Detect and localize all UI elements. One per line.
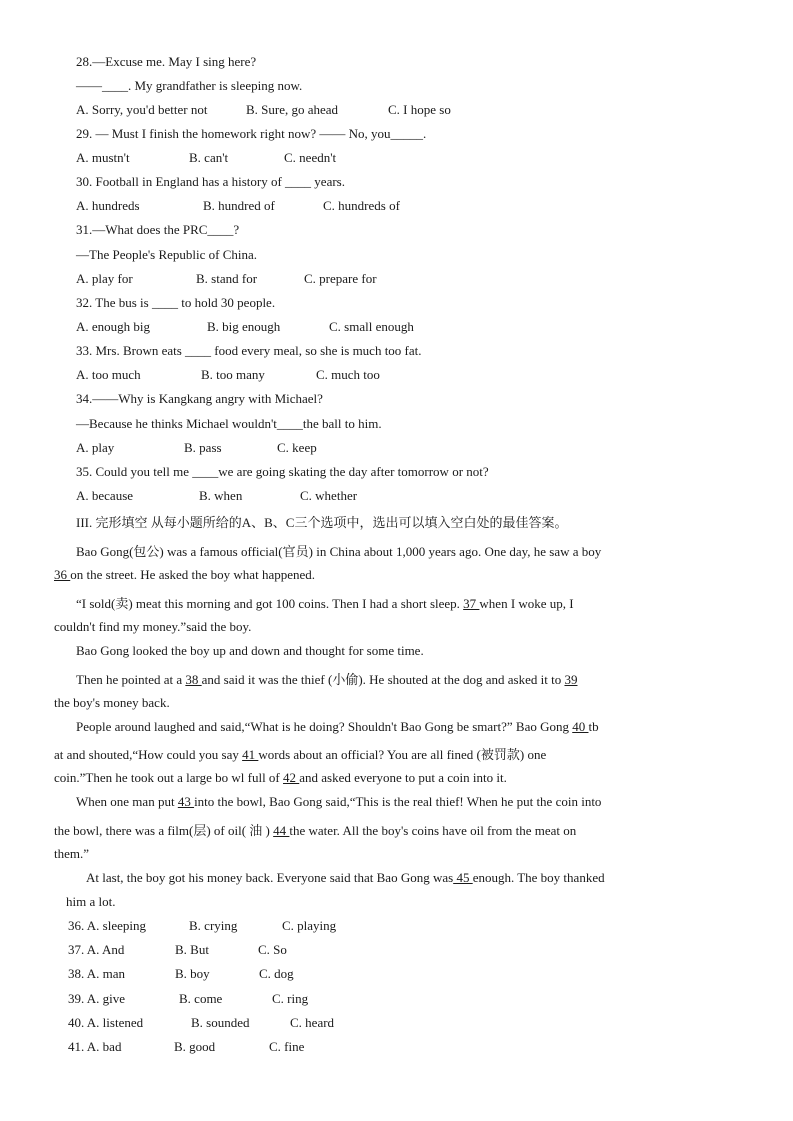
passage-line: Bao Gong(包公) was a famous official(官员) in China about 1,000 years ago. One day, he saw a boy bbox=[76, 544, 602, 559]
cloze-option-40-b: B. sounded bbox=[191, 1015, 250, 1030]
cloze-option-39-a: 39. A. give bbox=[68, 991, 126, 1006]
option-31-c: C. prepare for bbox=[304, 271, 377, 286]
option-30-c: C. hundreds of bbox=[323, 198, 400, 213]
cloze-option-41-a: 41. A. bad bbox=[68, 1039, 122, 1054]
blank-40[interactable]: 40 bbox=[572, 719, 589, 734]
option-28-b: B. Sure, go ahead bbox=[246, 102, 339, 117]
option-29-b: B. can't bbox=[189, 150, 229, 165]
passage-line: Then he pointed at a 38 and said it was the thief (小偷). He shouted at the dog and asked it to 39 bbox=[76, 672, 578, 687]
question-35: 35. Could you tell me ____we are going skating the day after tomorrow or not? bbox=[76, 464, 489, 479]
cloze-option-40-a: 40. A. listened bbox=[68, 1015, 144, 1030]
question-30: 30. Football in England has a history of ____ years. bbox=[76, 174, 345, 189]
question-28-reply: ——____. My grandfather is sleeping now. bbox=[76, 78, 303, 93]
passage-line: Bao Gong looked the boy up and down and thought for some time. bbox=[76, 643, 424, 658]
cloze-option-38-b: B. boy bbox=[175, 966, 210, 981]
option-33-b: B. too many bbox=[201, 367, 265, 382]
blank-36[interactable]: 36 bbox=[54, 567, 71, 582]
cloze-option-39-b: B. come bbox=[179, 991, 223, 1006]
blank-39[interactable]: 39 bbox=[564, 672, 578, 687]
passage-line: “I sold(卖) meat this morning and got 100 coins. Then I had a short sleep. 37 when I woke up, I bbox=[76, 596, 574, 611]
option-32-b: B. big enough bbox=[207, 319, 281, 334]
passage-line: him a lot. bbox=[66, 894, 116, 909]
cloze-option-38-a: 38. A. man bbox=[68, 966, 126, 981]
passage-line: 36 on the street. He asked the boy what happened. bbox=[54, 567, 316, 582]
cloze-option-37-a: 37. A. And bbox=[68, 942, 125, 957]
blank-42[interactable]: 42 bbox=[283, 770, 300, 785]
blank-45[interactable]: 45 bbox=[453, 870, 473, 885]
question-34-reply: —Because he thinks Michael wouldn't____the ball to him. bbox=[76, 416, 382, 431]
cloze-option-36-c: C. playing bbox=[282, 918, 337, 933]
question-32: 32. The bus is ____ to hold 30 people. bbox=[76, 295, 276, 310]
question-31-reply: —The People's Republic of China. bbox=[76, 247, 258, 262]
passage-line: at and shouted,“How could you say 41 words about an official? You are all fined (被罚款) one bbox=[54, 747, 547, 762]
option-29-c: C. needn't bbox=[284, 150, 337, 165]
cloze-option-38-c: C. dog bbox=[259, 966, 294, 981]
passage-line: the boy's money back. bbox=[54, 695, 170, 710]
section-heading: III. 完形填空 从每小题所给的A、B、C三个选项中，选出可以填入空白处的最佳答案。 bbox=[76, 515, 568, 530]
question-33: 33. Mrs. Brown eats ____ food every meal, so she is much too fat. bbox=[76, 343, 422, 358]
cloze-option-39-c: C. ring bbox=[272, 991, 309, 1006]
option-28-a: A. Sorry, you'd better not bbox=[76, 102, 208, 117]
passage-line: When one man put 43 into the bowl, Bao Gong said,“This is the real thief! When he put the coin into bbox=[76, 794, 602, 809]
option-34-a: A. play bbox=[76, 440, 115, 455]
option-34-c: C. keep bbox=[277, 440, 317, 455]
option-29-a: A. mustn't bbox=[76, 150, 130, 165]
cloze-option-41-c: C. fine bbox=[269, 1039, 305, 1054]
option-33-a: A. too much bbox=[76, 367, 141, 382]
option-28-c: C. I hope so bbox=[388, 102, 451, 117]
option-32-a: A. enough big bbox=[76, 319, 151, 334]
question-34: 34.——Why is Kangkang angry with Michael? bbox=[76, 391, 323, 406]
option-33-c: C. much too bbox=[316, 367, 380, 382]
blank-37[interactable]: 37 bbox=[463, 596, 480, 611]
option-32-c: C. small enough bbox=[329, 319, 414, 334]
cloze-option-37-c: C. So bbox=[258, 942, 287, 957]
option-34-b: B. pass bbox=[184, 440, 222, 455]
blank-41[interactable]: 41 bbox=[242, 747, 259, 762]
cloze-option-40-c: C. heard bbox=[290, 1015, 335, 1030]
passage-line: them.” bbox=[54, 846, 90, 861]
passage-line: the bowl, there was a film(层) of oil( 油 ) 44 the water. All the boy's coins have oil from the meat on bbox=[54, 823, 577, 838]
passage-line: coin.”Then he took out a large bo wl full of 42 and asked everyone to put a coin into it. bbox=[54, 770, 507, 785]
blank-43[interactable]: 43 bbox=[177, 794, 195, 809]
option-30-b: B. hundred of bbox=[203, 198, 275, 213]
option-35-b: B. when bbox=[199, 488, 243, 503]
blank-38[interactable]: 38 bbox=[185, 672, 202, 687]
passage-line: People around laughed and said,“What is he doing? Shouldn't Bao Gong be smart?” Bao Gong 40 tb bbox=[76, 719, 599, 734]
cloze-option-36-b: B. crying bbox=[189, 918, 238, 933]
option-35-c: C. whether bbox=[300, 488, 358, 503]
question-31: 31.—What does the PRC____? bbox=[76, 222, 240, 237]
blank-44[interactable]: 44 bbox=[273, 823, 290, 838]
option-31-a: A. play for bbox=[76, 271, 133, 286]
option-35-a: A. because bbox=[76, 488, 134, 503]
question-29: 29. — Must I finish the homework right now? —— No, you_____. bbox=[76, 126, 427, 141]
cloze-option-36-a: 36. A. sleeping bbox=[68, 918, 146, 933]
cloze-option-37-b: B. But bbox=[175, 942, 209, 957]
passage-line: At last, the boy got his money back. Everyone said that Bao Gong was 45 enough. The boy thanked bbox=[86, 870, 605, 885]
passage-line: couldn't find my money.”said the boy. bbox=[54, 619, 252, 634]
question-28: 28.—Excuse me. May I sing here? bbox=[76, 54, 257, 69]
option-30-a: A. hundreds bbox=[76, 198, 140, 213]
option-31-b: B. stand for bbox=[196, 271, 258, 286]
cloze-option-41-b: B. good bbox=[174, 1039, 216, 1054]
